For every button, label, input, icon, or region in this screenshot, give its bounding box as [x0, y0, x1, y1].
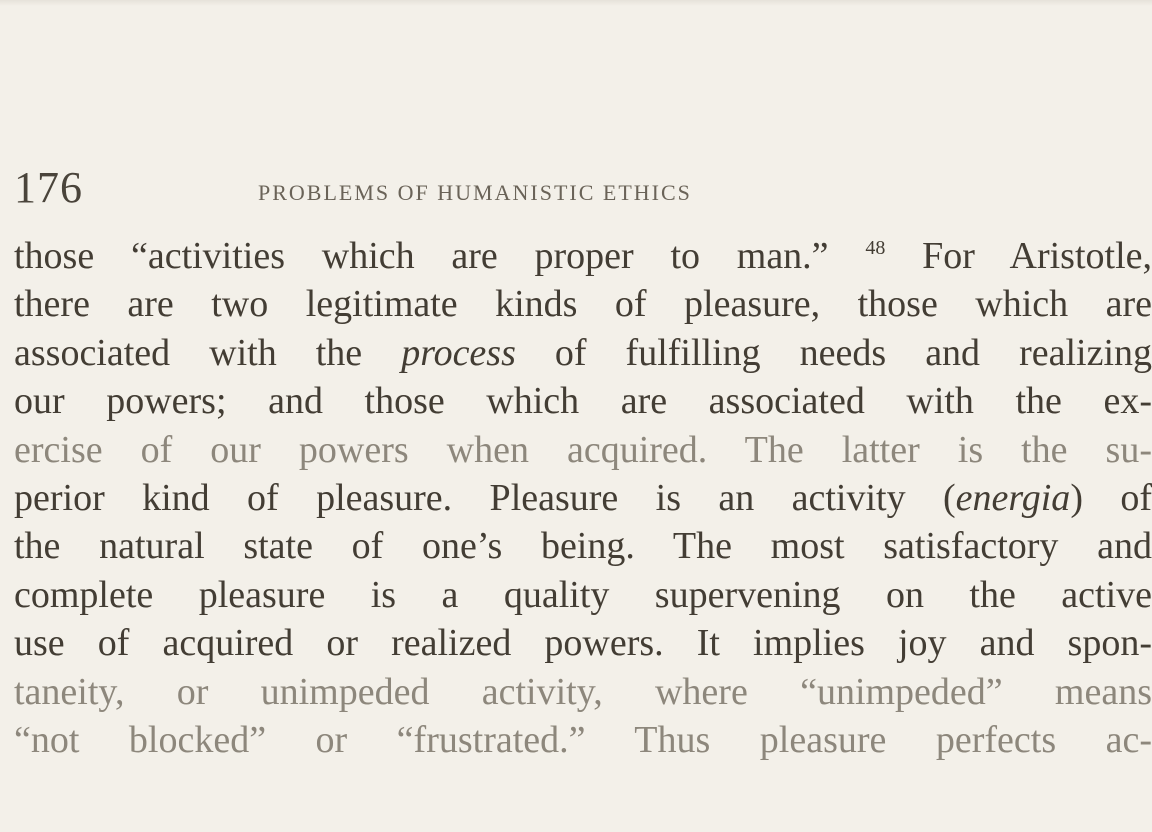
text-line: complete pleasure is a quality supervening on the active — [14, 573, 1152, 616]
running-title: PROBLEMS OF HUMANISTIC ETHICS — [258, 180, 692, 205]
text-line: our powers; and those which are associated with the ex- — [14, 380, 1152, 423]
text-line: use of acquired or realized powers. It implies joy and spon- — [14, 622, 1152, 665]
emphasis-text: process — [401, 331, 516, 374]
text-line: “not blocked” or “frustrated.” Thus pleasure perfects ac- — [14, 719, 1152, 762]
text-line — [14, 474, 1152, 522]
text-span: of fulfilling needs and realizing — [515, 331, 1152, 374]
text-span: associated with the — [14, 331, 402, 374]
text-line — [14, 329, 1152, 377]
text-line: ercise of our powers when acquired. The latter is the su- — [14, 428, 1152, 471]
text-line: the natural state of one’s being. The most satisfactory and — [14, 525, 1152, 568]
emphasis-text: energia — [955, 477, 1071, 520]
text-line: taneity, or unimpeded activity, where “unimpeded” means — [14, 670, 1152, 713]
text-span: those “activities which are proper to man.” — [14, 235, 866, 277]
text-span: perior kind of pleasure. Pleasure is an activity ( — [14, 477, 956, 520]
footnote-marker: 48 — [865, 237, 886, 259]
text-line — [14, 232, 1152, 280]
text-span: ) of — [1070, 477, 1152, 520]
text-span: For Aristotle, — [885, 235, 1152, 277]
page-number: 176 — [14, 163, 83, 212]
text-line: there are two legitimate kinds of pleasure, those which are — [14, 283, 1152, 326]
scan-top-edge — [0, 0, 1152, 6]
body-paragraph — [14, 232, 1152, 764]
